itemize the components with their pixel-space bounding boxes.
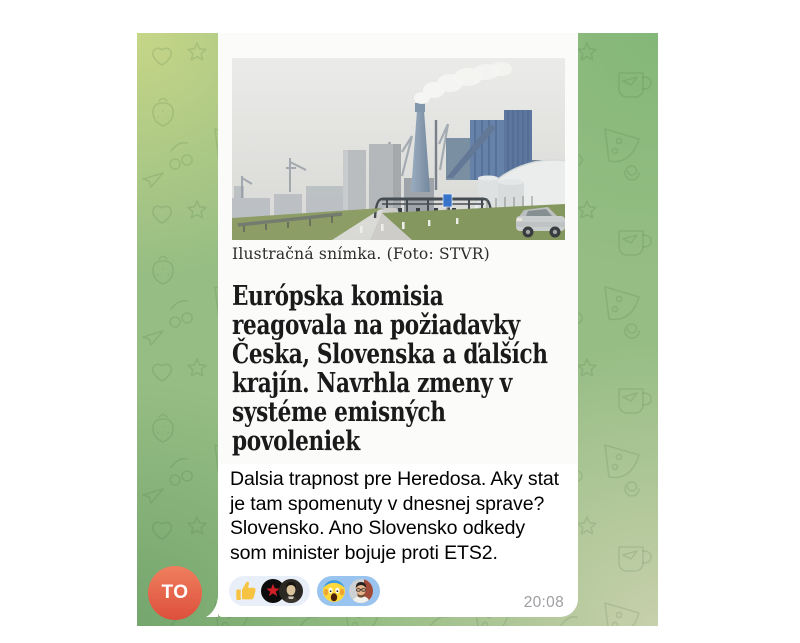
article-image-attachment[interactable] bbox=[218, 33, 578, 464]
headline-line: reagovala na požiadavky bbox=[232, 310, 520, 341]
headline-line: povoleniek bbox=[232, 426, 360, 457]
message-text-line: som minister bojuje proti ETS2. bbox=[230, 541, 498, 564]
sender-avatar-initials: TO bbox=[161, 582, 189, 603]
bubble-tail bbox=[206, 597, 218, 617]
thumbs-up-icon bbox=[234, 579, 258, 603]
face-screaming-icon bbox=[322, 579, 346, 603]
message-timestamp: 20:08 bbox=[523, 594, 564, 611]
message-bubble bbox=[218, 33, 578, 617]
headline-line: Európska komisia bbox=[232, 281, 444, 312]
headline-line: Česka, Slovenska a ďalších bbox=[232, 339, 548, 370]
headline-line: krajín. Navrhla zmeny v bbox=[232, 368, 513, 399]
headline-line: systéme emisných bbox=[232, 397, 446, 428]
message-text-line: Dalsia trapnost pre Heredosa. Aky stat bbox=[230, 468, 559, 490]
reaction-screaming-face[interactable] bbox=[317, 576, 380, 606]
reactions-row bbox=[229, 576, 380, 606]
sender-avatar[interactable] bbox=[148, 566, 202, 620]
reaction-thumbs-up[interactable] bbox=[229, 576, 310, 606]
reactor-portrait-avatar bbox=[279, 579, 303, 603]
article-headline bbox=[232, 282, 578, 456]
message-text bbox=[230, 467, 576, 565]
reactor-man-photo-avatar bbox=[349, 579, 373, 603]
message-text-line: Slovensko. Ano Slovensko odkedy bbox=[230, 517, 526, 539]
industrial-plant-photo bbox=[232, 58, 565, 240]
photo-caption: Ilustračná snímka. (Foto: STVR) bbox=[232, 245, 490, 263]
message-text-line: je tam spomenuty v dnesnej sprave? bbox=[230, 492, 545, 515]
